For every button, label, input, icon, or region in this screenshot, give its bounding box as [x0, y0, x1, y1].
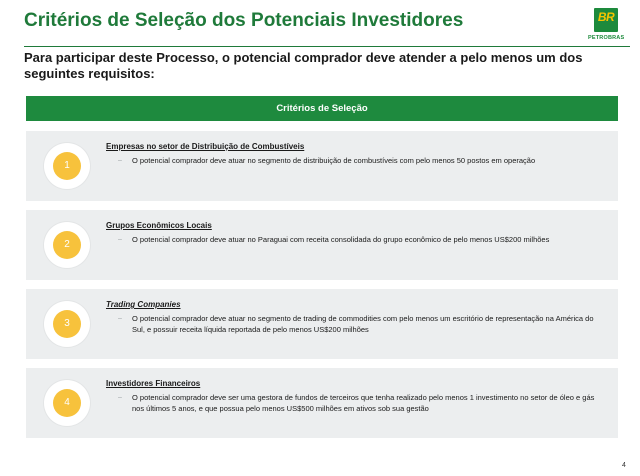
- criteria-header: Critérios de Seleção: [26, 96, 618, 121]
- logo-mark: BR: [597, 10, 615, 24]
- page-number: 4: [622, 462, 626, 469]
- bullet-dash: –: [118, 157, 122, 164]
- number-badge: [44, 222, 90, 268]
- page-title: Critérios de Seleção dos Potenciais Investidores: [24, 10, 464, 31]
- criteria-text: O potencial comprador deve atuar no segmento de distribuição de combustíveis com pelo menos 50 postos em operação: [132, 156, 536, 165]
- logo-text: PETROBRAS: [588, 35, 625, 41]
- badge-number: 2: [53, 231, 81, 259]
- number-badge: [44, 143, 90, 189]
- criteria-heading: Grupos Econômicos Locais: [106, 221, 212, 230]
- bullet-dash: –: [118, 394, 122, 401]
- criteria-card: [26, 131, 618, 201]
- number-badge: [44, 380, 90, 426]
- criteria-heading: Trading Companies: [106, 300, 181, 309]
- criteria-card: [26, 368, 618, 438]
- criteria-heading: Empresas no setor de Distribuição de Combustíveis: [106, 142, 305, 151]
- criteria-card: [26, 289, 618, 359]
- title-divider: [24, 46, 630, 47]
- number-badge: [44, 301, 90, 347]
- criteria-text: O potencial comprador deve ser uma gestora de fundos de terceiros que tenha realizado pelo menos 1 investimento no setor de óleo e gás nos últimos 5 anos, e que possua pelo menos US$500 milhões em ativos sob sua gestão: [132, 393, 595, 413]
- criteria-text: O potencial comprador deve atuar no segmento de trading de commodities com pelo menos um escritório de representação na América do Sul, e possuir receita líquida reportada de pelo menos US$200 milhões: [132, 314, 594, 334]
- criteria-text: O potencial comprador deve atuar no Paraguai com receita consolidada do grupo econômico de pelo menos US$200 milhões: [132, 235, 550, 244]
- badge-number: 1: [53, 152, 81, 180]
- bullet-dash: –: [118, 315, 122, 322]
- criteria-heading: Investidores Financeiros: [106, 379, 201, 388]
- criteria-card: [26, 210, 618, 280]
- intro-text: Para participar deste Processo, o potencial comprador deve atender a pelo menos um dos seguintes requisitos:: [24, 50, 583, 81]
- badge-number: 3: [53, 310, 81, 338]
- petrobras-logo: [588, 8, 624, 44]
- bullet-dash: –: [118, 236, 122, 243]
- badge-number: 4: [53, 389, 81, 417]
